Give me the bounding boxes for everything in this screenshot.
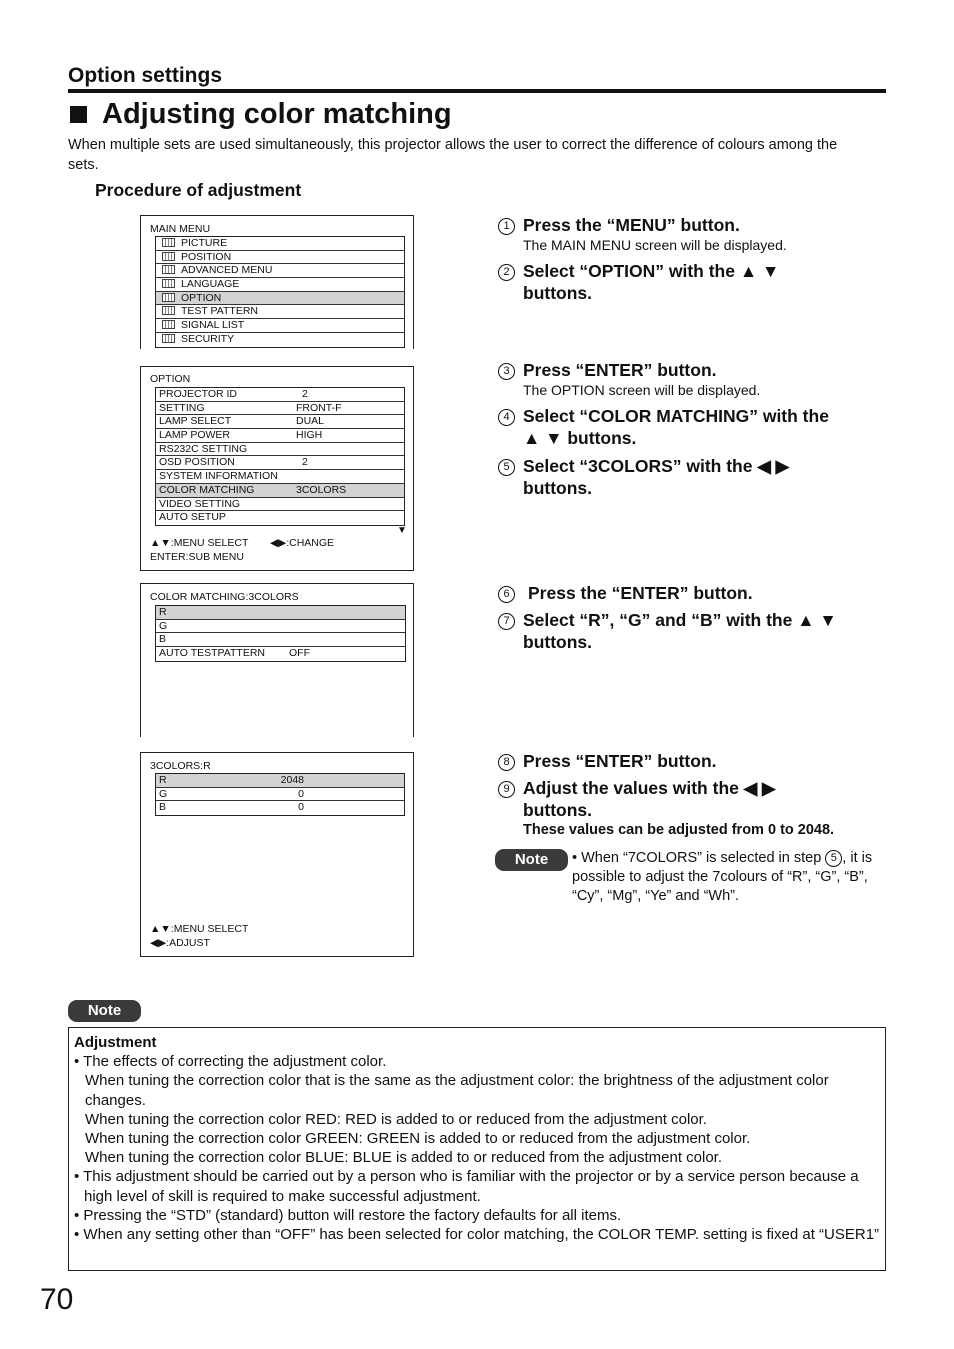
page-title — [68, 98, 452, 131]
option-row-video-setting[interactable]: VIDEO SETTING — [156, 498, 404, 512]
intro-paragraph: When multiple sets are used simultaneously, this projector allows the user to correct the difference of colours among the sets. — [68, 137, 838, 173]
step-number: 5 — [498, 459, 515, 476]
page-title-text: Adjusting color matching — [102, 98, 452, 130]
footer-enter: ENTER:SUB MENU — [150, 550, 244, 563]
security-icon — [162, 334, 175, 343]
step-number: 3 — [498, 363, 515, 380]
footer-menu-select: ▲▼:MENU SELECT — [150, 923, 249, 935]
value-row-g[interactable]: G 0 — [156, 788, 404, 802]
test-pattern-icon — [162, 306, 175, 315]
menu-item-security[interactable]: SECURITY — [156, 333, 404, 347]
language-icon — [162, 279, 175, 288]
square-bullet-icon — [70, 106, 87, 123]
note-bullet-1-line-3: When tuning the correction color GREEN: GREEN is added to or reduced from the adjustment color. — [85, 1130, 751, 1148]
step-9-sub: These values can be adjusted from 0 to 2048. — [523, 822, 835, 838]
footer-adjust: ◀▶:ADJUST — [150, 936, 210, 949]
procedure-heading: Procedure of adjustment — [95, 180, 302, 200]
color-row-b[interactable]: B — [156, 633, 405, 647]
option-row-system-information[interactable]: SYSTEM INFORMATION — [156, 470, 404, 484]
three-colors-r-screen — [140, 752, 414, 957]
note-heading: Adjustment — [74, 1034, 157, 1051]
menu-item-signal-list[interactable]: SIGNAL LIST — [156, 319, 404, 333]
option-row-osd-position[interactable]: OSD POSITION 2 — [156, 456, 404, 470]
step-4: 4 Select “COLOR MATCHING” with the ▲ ▼ buttons. — [498, 405, 829, 449]
menu-item-advanced-menu[interactable]: ADVANCED MENU — [156, 264, 404, 278]
footer-menu-select: ▲▼:MENU SELECT — [150, 537, 249, 549]
step-number: 7 — [498, 613, 515, 630]
menu-item-test-pattern[interactable]: TEST PATTERN — [156, 305, 404, 319]
option-row-lamp-select[interactable]: LAMP SELECT DUAL — [156, 415, 404, 429]
three-colors-list — [155, 773, 405, 816]
side-note-badge: Note — [495, 849, 568, 871]
note-bullet-4: • When any setting other than “OFF” has been selected for color matching, the COLOR TEMP. setting is fixed at “USER1” — [74, 1226, 880, 1244]
section-title: Option settings — [68, 64, 222, 87]
step-5: 5 Select “3COLORS” with the ◀ ▶ buttons. — [498, 455, 789, 499]
main-menu-list — [155, 236, 405, 348]
option-list — [155, 387, 405, 526]
value-row-r[interactable]: R 2048 — [156, 774, 404, 788]
step-1-sub: The MAIN MENU screen will be displayed. — [523, 237, 787, 253]
step-number: 8 — [498, 754, 515, 771]
step-6: 6 Press the “ENTER” button. — [498, 582, 753, 604]
picture-icon — [162, 238, 175, 247]
note-bullet-1: • The effects of correcting the adjustment color. — [74, 1053, 387, 1071]
note-badge: Note — [68, 1000, 141, 1022]
three-colors-footer — [150, 923, 248, 950]
screen-title: 3COLORS:R — [150, 760, 211, 772]
step-number: 2 — [498, 264, 515, 281]
step-3-sub: The OPTION screen will be displayed. — [523, 382, 761, 398]
option-row-projector-id[interactable]: PROJECTOR ID 2 — [156, 388, 404, 402]
option-row-lamp-power[interactable]: LAMP POWER HIGH — [156, 429, 404, 443]
note-box — [68, 1027, 886, 1271]
option-row-setting[interactable]: SETTING FRONT-F — [156, 402, 404, 416]
position-icon — [162, 252, 175, 261]
section-rule — [68, 89, 886, 93]
menu-item-position[interactable]: POSITION — [156, 251, 404, 265]
color-matching-list — [155, 605, 406, 662]
color-row-g[interactable]: G — [156, 620, 405, 634]
step-9: 9 Adjust the values with the ◀ ▶ buttons. — [498, 777, 776, 821]
side-note-text: • When “7COLORS” is selected in step 5 , it is possible to adjust the 7colours of “R”, “G”, “B”, “Cy”, “Mg”, “Ye” and “Wh”. — [572, 850, 873, 904]
note-bullet-3: • Pressing the “STD” (standard) button will restore the factory defaults for all items. — [74, 1206, 622, 1224]
step-2: 2 Select “OPTION” with the ▲ ▼ buttons. — [498, 260, 779, 304]
note-bullet-2: • This adjustment should be carried out by a person who is familiar with the projector or by a service person because a high level of skill is required to make successful adjustment. — [74, 1168, 859, 1205]
scroll-down-arrow-icon[interactable]: ▼ — [397, 525, 407, 536]
option-screen — [140, 366, 414, 571]
option-row-color-matching[interactable]: COLOR MATCHING 3COLORS — [156, 484, 404, 498]
option-row-auto-setup[interactable]: AUTO SETUP — [159, 511, 226, 524]
signal-list-icon — [162, 320, 175, 329]
step-number: 1 — [498, 218, 515, 235]
note-bullet-1-line-2: When tuning the correction color RED: RED is added to or reduced from the adjustment color. — [85, 1110, 707, 1128]
step-8: 8 Press “ENTER” button. — [498, 750, 717, 772]
color-row-auto-testpattern[interactable]: AUTO TESTPATTERN OFF — [159, 647, 310, 660]
screen-title: MAIN MENU — [150, 223, 211, 235]
page-number: 70 — [40, 1283, 74, 1316]
option-row-rs232c-setting[interactable]: RS232C SETTING — [156, 443, 404, 457]
advanced-menu-icon — [162, 265, 175, 274]
footer-change: ◀▶:CHANGE — [270, 537, 335, 549]
step-number: 4 — [498, 409, 515, 426]
option-footer — [150, 537, 334, 564]
menu-item-language[interactable]: LANGUAGE — [156, 278, 404, 292]
color-row-r[interactable]: R — [156, 606, 405, 620]
screen-title: OPTION — [150, 373, 191, 385]
menu-item-option[interactable]: OPTION — [156, 292, 404, 306]
note-bullet-1-line-4: When tuning the correction color BLUE: BLUE is added to or reduced from the adjustment color. — [85, 1149, 723, 1167]
main-menu-screen — [140, 215, 414, 349]
step-number: 9 — [498, 781, 515, 798]
menu-item-picture[interactable]: PICTURE — [156, 237, 404, 251]
note-bullet-1-line-1: When tuning the correction color that is the same as the adjustment color: the brightness of the adjustment color changes. — [85, 1072, 829, 1109]
step-1: 1 Press the “MENU” button. — [498, 214, 740, 236]
screen-title: COLOR MATCHING:3COLORS — [150, 591, 299, 603]
step-ref-number: 5 — [825, 850, 842, 867]
step-number: 6 — [498, 586, 515, 603]
step-3: 3 Press “ENTER” button. — [498, 359, 717, 381]
color-matching-screen — [140, 583, 414, 737]
value-row-b[interactable]: B 0 — [159, 801, 304, 814]
step-7: 7 Select “R”, “G” and “B” with the ▲ ▼ buttons. — [498, 609, 837, 653]
option-icon — [162, 293, 175, 302]
